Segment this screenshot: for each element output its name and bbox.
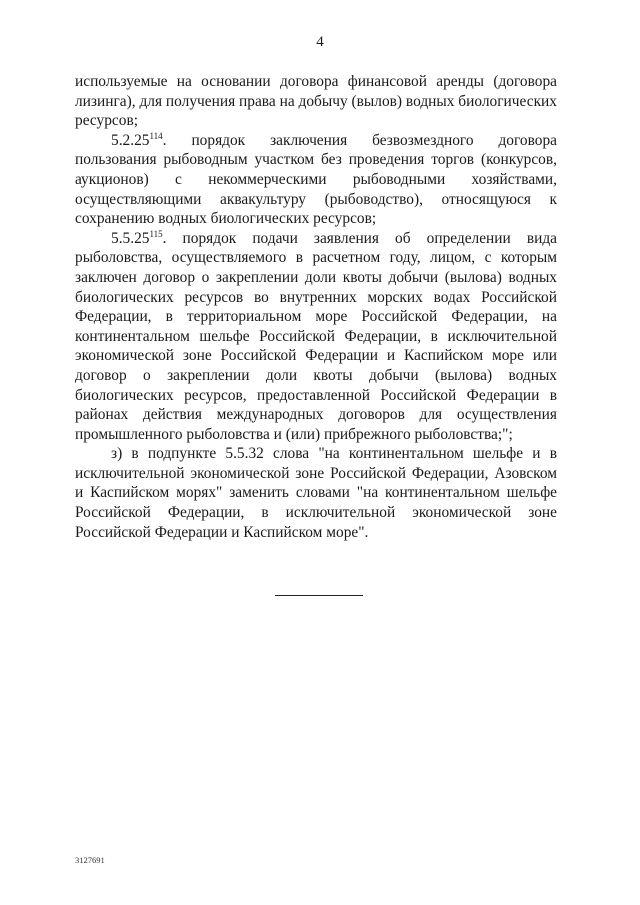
- end-separator-line: [275, 595, 363, 596]
- paragraph-text: з) в подпункте 5.5.32 слова "на континентальном шельфе и в исключительной экономической зоне Российской Федерации, Азовском и Каспийском морях" заменить словами "на континентальном шельфе Российской Федерации, в исключительной экономической зоне Российской Федерации и Каспийском море".: [75, 445, 557, 541]
- document-code: 3127691: [75, 855, 105, 865]
- document-body: [75, 72, 557, 542]
- clause-superscript: 115: [149, 228, 163, 239]
- paragraph-text: используемые на основании договора финансовой аренды (договора лизинга), для получения права на добычу (вылов) водных биологических ресурсов;: [75, 73, 557, 130]
- paragraph-5-2-25-114: [75, 131, 557, 229]
- page-number: 4: [316, 34, 324, 50]
- paragraph-z-amendment: [75, 444, 557, 542]
- clause-number: 5.2.25: [111, 131, 150, 149]
- clause-number: 5.5.25: [111, 229, 150, 247]
- paragraph-text: . порядок заключения безвозмездного договора пользования рыбоводным участком без проведения торгов (конкурсов, аукционов) с некоммерческими рыбоводными хозяйствами, осуществляющими аквакультуру (рыбоводство), относящуюся к сохранению водных биологических ресурсов;: [75, 131, 557, 228]
- paragraph-continuation: [75, 72, 557, 131]
- paragraph-text: . порядок подачи заявления об определении вида рыболовства, осуществляемого в расчетном году, лицом, с которым заключен договор о закреплении доли квоты добычи (вылова) водных биологических ресурсов во внутренних морских водах Российской Федерации, в территориальном море Российской Федерации, на континентальном шельфе Российской Федерации, в исключительной экономической зоне Российской Федерации и Каспийском море или договор о закреплении доли квоты добычи (вылова) водных биологических ресурсов, предоставленной Российской Федерации в районах действия международных договоров для осуществления промышленного рыболовства и (или) прибрежного рыболовства;";: [75, 229, 557, 443]
- clause-superscript: 114: [149, 130, 163, 141]
- paragraph-5-5-25-115: [75, 229, 557, 445]
